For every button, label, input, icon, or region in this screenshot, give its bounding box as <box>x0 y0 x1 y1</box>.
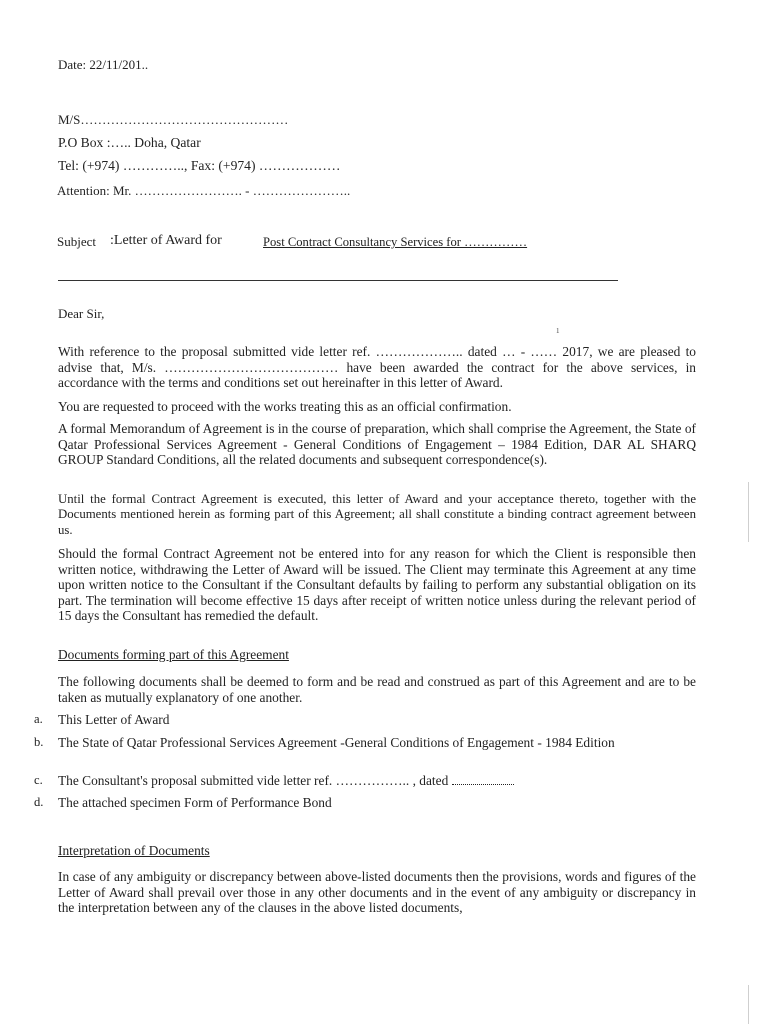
paragraph-memorandum: A formal Memorandum of Agreement is in the course of preparation, which shall comprise the Agreement, the State of Qatar Professional Services Agreement - General Conditions of Engagement – 1984 Edition, DAR AL SHARQ GROUP Standard Conditions, all the related documents and subsequent correspondence(s). <box>58 421 696 468</box>
subject-title: :Letter of Award for <box>110 233 222 248</box>
documents-intro: The following documents shall be deemed to form and be read and construed as part of this Agreement and are to be taken as mutually explanatory of one another. <box>58 674 696 705</box>
date-blank <box>452 775 514 785</box>
list-marker: b. <box>34 735 44 749</box>
paragraph-until-formal: Until the formal Contract Agreement is executed, this letter of Award and your acceptance thereto, together with the Documents mentioned herein as forming part of this Agreement; all shall constitute a binding contract agreement between us. <box>58 492 696 537</box>
documents-heading: Documents forming part of this Agreement <box>58 647 289 662</box>
interpretation-heading: Interpretation of Documents <box>58 843 210 858</box>
list-item-text: This Letter of Award <box>58 712 170 727</box>
subject-label: Subject <box>57 234 96 249</box>
list-marker: c. <box>34 773 43 787</box>
po-box-line: P.O Box :….. Doha, Qatar <box>58 135 201 150</box>
subject-divider <box>58 280 618 281</box>
subject-underlined-text: Post Contract Consultancy Services for …………… <box>263 235 528 249</box>
list-marker: a. <box>34 712 43 726</box>
list-item-text: The Consultant's proposal submitted vide letter ref. …………….. , dated <box>58 773 449 788</box>
attention-line: Attention: Mr. ……………………. - ………………….. <box>57 183 351 198</box>
paragraph-should-formal: Should the formal Contract Agreement not be entered into for any reason for which the Client is responsible then written notice, withdrawing the Letter of Award will be issued. The Client may terminate this Agreement at any time upon written notice to the Consultant if the Consultant defaults by failing to perform any substantial obligation on its part. The termination will become effective 15 days after receipt of written notice unless during the relevant period of 15 days the Consultant has remedied the default. <box>58 546 696 624</box>
list-item-text: The attached specimen Form of Performance Bond <box>58 795 332 810</box>
salutation: Dear Sir, <box>58 306 105 321</box>
paragraph-proceed: You are requested to proceed with the works treating this as an official confirmation. <box>58 399 512 414</box>
tel-fax-line: Tel: (+974) ………….., Fax: (+974) ……………… <box>58 158 341 173</box>
list-item-text: The State of Qatar Professional Services Agreement -General Conditions of Engagement - 1984 Edition <box>58 735 615 750</box>
page-edge-mark <box>748 482 749 542</box>
footnote-mark: 1 <box>556 327 560 335</box>
ms-line: M/S………………………………………… <box>58 112 289 127</box>
paragraph-reference: With reference to the proposal submitted vide letter ref. ……………….. dated … - …… 2017, we are pleased to advise that, M/s. ………………………………… have been awarded the contract for the above services, in accordance with the terms and conditions set out hereinafter in this letter of Award. <box>58 344 696 391</box>
interpretation-text: In case of any ambiguity or discrepancy between above-listed documents then the provisions, words and figures of the Letter of Award shall prevail over those in any other documents and in the event of any ambiguity or discrepancy in the interpretation between any of the clauses in the above listed documents, <box>58 869 696 916</box>
list-item-text-wrapper <box>58 773 688 789</box>
date-line: Date: 22/11/201.. <box>58 57 149 72</box>
page-edge-mark <box>748 985 749 1024</box>
list-marker: d. <box>34 795 44 809</box>
